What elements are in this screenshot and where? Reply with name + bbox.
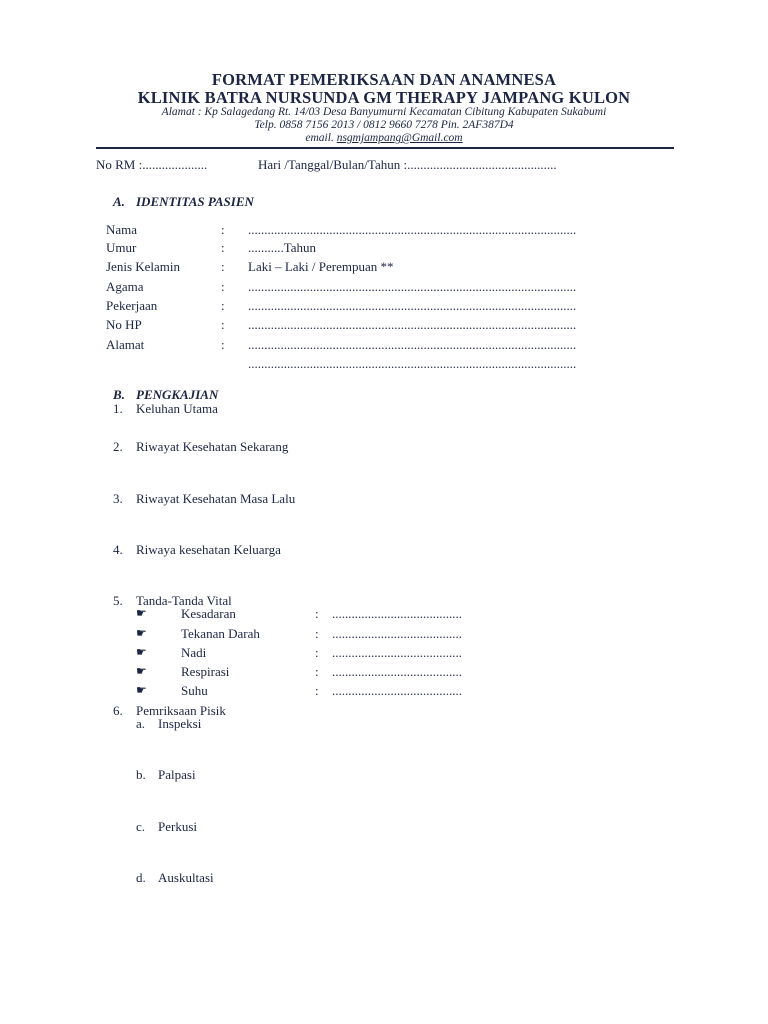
pointing-hand-icon: ☛ bbox=[136, 606, 147, 620]
identity-colon: : bbox=[221, 317, 225, 332]
item-number: 4. bbox=[113, 542, 123, 557]
exam-perkusi: Perkusi bbox=[158, 819, 197, 834]
vital-label: Tekanan Darah bbox=[181, 626, 260, 641]
identity-colon: : bbox=[221, 240, 225, 255]
section-b-heading: PENGKAJIAN bbox=[136, 387, 219, 402]
vital-value[interactable]: ........................................ bbox=[332, 683, 462, 698]
identity-colon: : bbox=[221, 279, 225, 294]
vital-value[interactable]: ........................................ bbox=[332, 645, 462, 660]
item-number: 2. bbox=[113, 439, 123, 454]
item-number: 6. bbox=[113, 703, 123, 718]
header-divider bbox=[96, 147, 674, 149]
exam-letter: c. bbox=[136, 819, 146, 834]
form-title: FORMAT PEMERIKSAAN DAN ANAMNESA bbox=[211, 70, 557, 89]
item-number: 5. bbox=[113, 593, 123, 608]
identity-label: Alamat bbox=[106, 337, 145, 352]
section-b-letter: B. bbox=[113, 387, 125, 402]
clinic-name: KLINIK BATRA NURSUNDA GM THERAPY JAMPANG KULON bbox=[137, 88, 631, 107]
item-keluhan-utama: Keluhan Utama bbox=[136, 401, 218, 416]
item-riwayat-sekarang: Riwayat Kesehatan Sekarang bbox=[136, 439, 289, 454]
identity-value[interactable]: ..................................................................................................... bbox=[248, 317, 577, 332]
email-label: email. bbox=[305, 132, 334, 144]
identity-label: Umur bbox=[106, 240, 137, 255]
vital-value[interactable]: ........................................ bbox=[332, 664, 462, 679]
identity-value[interactable]: ..................................................................................................... bbox=[248, 279, 577, 294]
vital-label: Suhu bbox=[181, 683, 208, 698]
no-rm-field[interactable]: No RM :.................... bbox=[96, 157, 208, 172]
section-a-letter: A. bbox=[113, 194, 125, 209]
pointing-hand-icon: ☛ bbox=[136, 664, 147, 678]
vital-colon: : bbox=[315, 626, 319, 641]
exam-letter: d. bbox=[136, 870, 146, 885]
vital-label: Respirasi bbox=[181, 664, 230, 679]
vital-value[interactable]: ........................................ bbox=[332, 606, 462, 621]
vital-colon: : bbox=[315, 645, 319, 660]
identity-value[interactable]: ..................................................................................................... bbox=[248, 298, 577, 313]
exam-letter: b. bbox=[136, 767, 146, 782]
identity-value[interactable]: ...........Tahun bbox=[248, 240, 317, 255]
exam-auskultasi: Auskultasi bbox=[158, 870, 214, 885]
item-pemeriksaan-fisik: Pemriksaan Pisik bbox=[136, 703, 226, 718]
vital-label: Kesadaran bbox=[181, 606, 236, 621]
identity-value[interactable]: Laki – Laki / Perempuan ** bbox=[248, 259, 394, 274]
identity-colon: : bbox=[221, 259, 225, 274]
identity-value[interactable]: ..................................................................................................... bbox=[248, 337, 577, 352]
pointing-hand-icon: ☛ bbox=[136, 683, 147, 697]
clinic-email bbox=[0, 132, 768, 144]
identity-label: Agama bbox=[106, 279, 144, 294]
clinic-phone: Telp. 0858 7156 2013 / 0812 9660 7278 Pin. 2AF387D4 bbox=[254, 119, 514, 131]
item-number: 1. bbox=[113, 401, 123, 416]
identity-colon: : bbox=[221, 337, 225, 352]
identity-colon: : bbox=[221, 222, 225, 237]
vital-colon: : bbox=[315, 664, 319, 679]
identity-colon: : bbox=[221, 298, 225, 313]
exam-letter: a. bbox=[136, 716, 146, 731]
identity-label: Jenis Kelamin bbox=[106, 259, 181, 274]
identity-label: No HP bbox=[106, 317, 142, 332]
clinic-address: Alamat : Kp Salagedang Rt. 14/03 Desa Banyumurni Kecamatan Cibitung Kabupaten Sukabumi bbox=[161, 106, 607, 118]
identity-value[interactable]: ..................................................................................................... bbox=[248, 222, 577, 237]
pointing-hand-icon: ☛ bbox=[136, 645, 147, 659]
identity-label: Pekerjaan bbox=[106, 298, 158, 313]
identity-label: Nama bbox=[106, 222, 138, 237]
item-riwayat-masa-lalu: Riwayat Kesehatan Masa Lalu bbox=[136, 491, 296, 506]
item-number: 3. bbox=[113, 491, 123, 506]
vital-value[interactable]: ........................................ bbox=[332, 626, 462, 641]
item-tanda-vital: Tanda-Tanda Vital bbox=[136, 593, 232, 608]
vital-colon: : bbox=[315, 606, 319, 621]
date-field[interactable]: Hari /Tanggal/Bulan/Tahun :.............................................. bbox=[258, 157, 557, 172]
section-a-heading: IDENTITAS PASIEN bbox=[136, 194, 254, 209]
address-continuation[interactable]: ..................................................................................................... bbox=[248, 356, 577, 371]
vital-label: Nadi bbox=[181, 645, 207, 660]
pointing-hand-icon: ☛ bbox=[136, 626, 147, 640]
exam-inspeksi: Inspeksi bbox=[158, 716, 202, 731]
email-link[interactable]: nsgmjampang@Gmail.com bbox=[336, 132, 463, 144]
vital-colon: : bbox=[315, 683, 319, 698]
exam-palpasi: Palpasi bbox=[158, 767, 196, 782]
item-riwayat-keluarga: Riwaya kesehatan Keluarga bbox=[136, 542, 281, 557]
